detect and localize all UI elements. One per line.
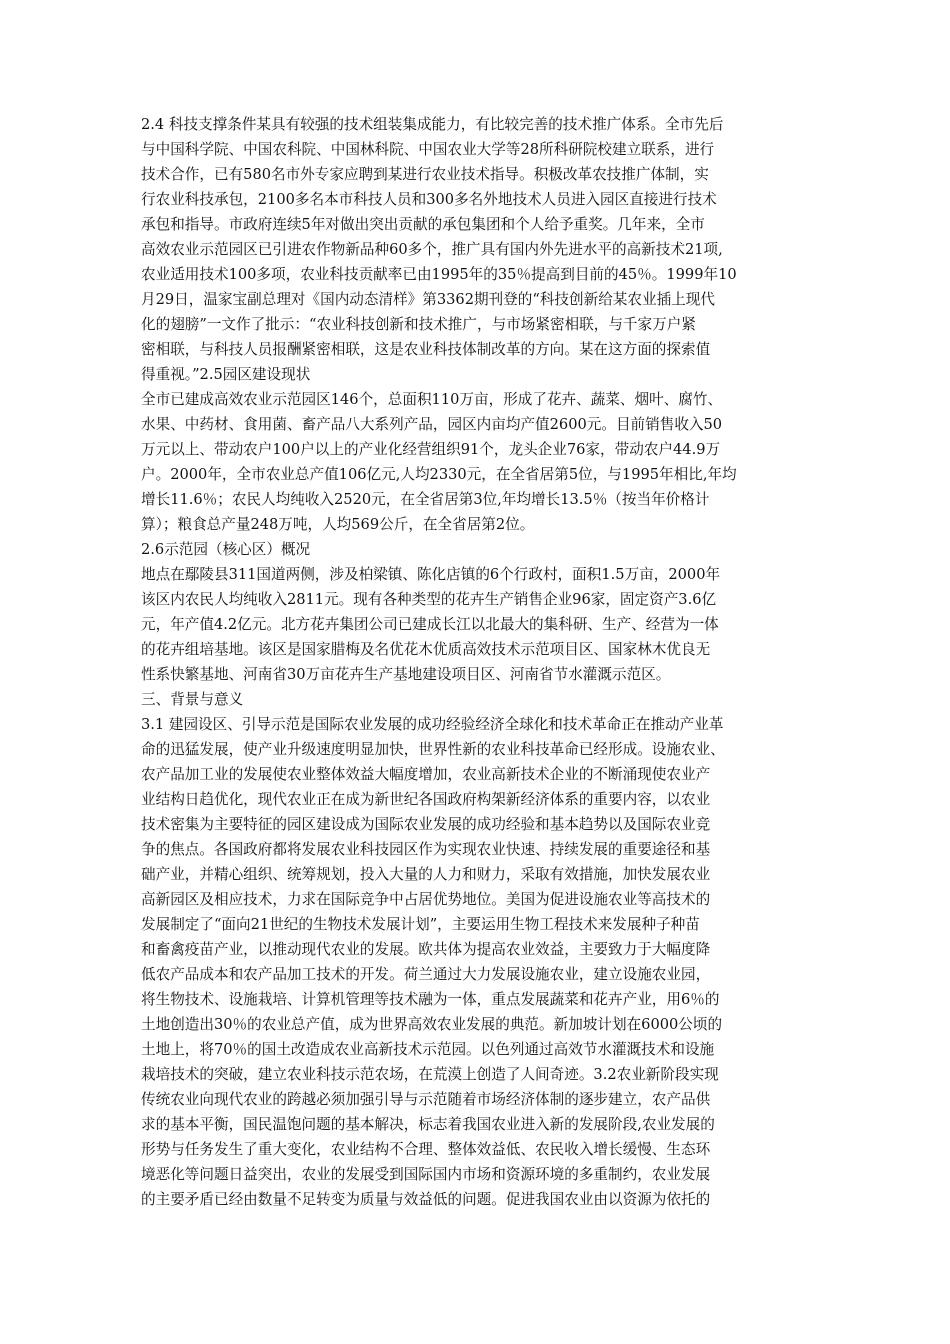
text-line: 农业适用技术100多项，农业科技贡献率已由1995年的35％提高到目前的45％。1999年10	[141, 266, 737, 283]
text-line: 发展制定了“面向21世纪的生物技术发展计划”，主要运用生物工程技术来发展种子种苗	[141, 916, 700, 933]
text-line: 元，年产值4.2亿元。北方花卉集团公司已建成长江以北最大的集科研、生产、经营为一体	[141, 616, 719, 633]
text-line: 得重视。”2.5园区建设现状	[141, 366, 311, 383]
text-line: 行农业科技承包，2100多名本市科技人员和300多名外地技术人员进入园区直接进行技术	[141, 191, 717, 208]
text-line: 户。2000年，全市农业总产值106亿元,人均2330元，在全省居第5位，与1995年相比,年均	[141, 466, 737, 483]
text-line: 境恶化等问题日益突出，农业的发展受到国际国内市场和资源环境的多重制约，农业发展	[141, 1166, 711, 1183]
text-line: 和畜禽疫苗产业，以推动现代农业的发展。欧共体为提高农业效益，主要致力于大幅度降	[141, 941, 711, 958]
text-line: 2.6示范园（核心区）概况	[141, 541, 311, 558]
text-line: 三、背景与意义	[141, 691, 244, 708]
text-line: 业结构日趋优化，现代农业正在成为新世纪各国政府构架新经济体系的重要内容，以农业	[141, 791, 711, 808]
text-line: 的主要矛盾已经由数量不足转变为质量与效益低的问题。促进我国农业由以资源为依托的	[141, 1191, 711, 1208]
text-line: 形势与任务发生了重大变化，农业结构不合理、整体效益低、农民收入增长缓慢、生态环	[141, 1141, 711, 1158]
text-line: 将生物技术、设施栽培、计算机管理等技术融为一体，重点发展蔬菜和花卉产业，用6％的	[141, 991, 720, 1008]
text-line: 全市已建成高效农业示范园区146个，总面积110万亩，形成了花卉、蔬菜、烟叶、腐竹、	[141, 391, 723, 408]
text-line: 增长11.6％；农民人均纯收入2520元，在全省居第3位,年均增长13.5％（按当年价格计	[141, 491, 710, 508]
text-line: 水果、中药材、食用菌、畜产品八大系列产品，园区内亩均产值2600元。目前销售收入50	[141, 416, 723, 433]
text-line: 与中国科学院、中国农科院、中国林科院、中国农业大学等28所科研院校建立联系，进行	[141, 141, 715, 158]
text-line: 低农产品成本和农产品加工技术的开发。荷兰通过大力发展设施农业，建立设施农业园，	[141, 966, 711, 983]
text-line: 地点在鄢陵县311国道两侧，涉及柏梁镇、陈化店镇的6个行政村，面积1.5万亩，2000年	[141, 566, 721, 583]
text-line: 的花卉组培基地。该区是国家腊梅及名优花木优质高效技术示范项目区、国家林木优良无	[141, 641, 711, 658]
text-line: 万元以上、带动农户100户以上的产业化经营组织91个，龙头企业76家，带动农户44.9万	[141, 441, 721, 458]
text-line: 传统农业向现代农业的跨越必须加强引导与示范随着市场经济体制的逐步建立，农产品供	[141, 1091, 711, 1108]
text-line: 密相联，与科技人员报酬紧密相联，这是农业科技体制改革的方向。某在这方面的探索值	[141, 341, 711, 358]
text-line: 月29日，温家宝副总理对《国内动态清样》第3362期刊登的“科技创新给某农业插上现代	[141, 291, 715, 308]
text-line: 命的迅猛发展，使产业升级速度明显加快，世界性新的农业科技革命已经形成。设施农业、	[141, 741, 725, 758]
text-line: 承包和指导。市政府连续5年对做出突出贡献的承包集团和个人给予重奖。几年来，全市	[141, 216, 705, 233]
text-line: 技术密集为主要特征的园区建设成为国际农业发展的成功经验和基本趋势以及国际农业竞	[141, 816, 711, 833]
text-line: 高效农业示范园区已引进农作物新品种60多个，推广具有国内外先进水平的高新技术21项,	[141, 241, 723, 258]
text-line: 土地创造出30％的农业总产值，成为世界高效农业发展的典范。新加坡计划在6000公顷的	[141, 1016, 723, 1033]
text-line: 该区内农民人均纯收入2811元。现有各种类型的花卉生产销售企业96家，固定资产3.6亿	[141, 591, 717, 608]
text-line: 算）；粮食总产量248万吨，人均569公斤，在全省居第2位。	[141, 516, 535, 533]
text-line: 性系快繁基地、河南省30万亩花卉生产基地建设项目区、河南省节水灌溉示范区。	[141, 666, 671, 683]
text-line: 高新园区及相应技术，力求在国际竞争中占居优势地位。美国为促进设施农业等高技术的	[141, 891, 711, 908]
text-line: 土地上，将70％的国土改造成农业高新技术示范园。以色列通过高效节水灌溉技术和设施	[141, 1041, 715, 1058]
text-line: 栽培技术的突破，建立农业科技示范农场，在荒漠上创造了人间奇迹。3.2农业新阶段实现	[141, 1066, 719, 1083]
text-line: 化的翅膀”一文作了批示：“农业科技创新和技术推广，与市场紧密相联，与千家万户紧	[141, 316, 696, 333]
text-line: 技术合作，已有580名市外专家应聘到某进行农业技术指导。积极改革农技推广体制，实	[141, 166, 709, 183]
text-line: 农产品加工业的发展使农业整体效益大幅度增加，农业高新技术企业的不断涌现使农业产	[141, 766, 711, 783]
text-line: 争的焦点。各国政府都将发展农业科技园区作为实现农业快速、持续发展的重要途径和基	[141, 841, 711, 858]
document-body	[141, 112, 823, 1212]
text-line: 求的基本平衡，国民温饱问题的基本解决，标志着我国农业进入新的发展阶段,农业发展的	[141, 1116, 715, 1133]
text-line: 3.1 建园设区、引导示范是国际农业发展的成功经验经济全球化和技术革命正在推动产业革	[141, 716, 724, 733]
text-line: 础产业，并精心组织、统筹规划，投入大量的人力和财力，采取有效措施，加快发展农业	[141, 866, 711, 883]
text-line: 2.4 科技支撑条件某具有较强的技术组装集成能力，有比较完善的技术推广体系。全市先后	[141, 116, 724, 133]
